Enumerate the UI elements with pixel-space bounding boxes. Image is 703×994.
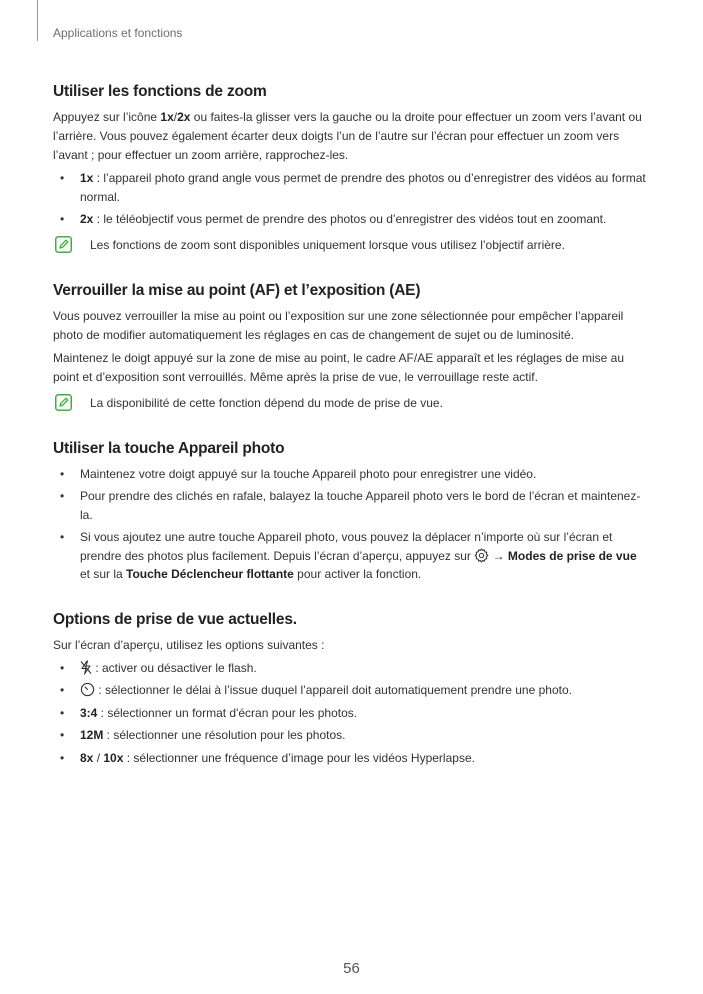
list-item: • 12M : sélectionner une résolution pour les photos. [60, 728, 346, 742]
bullet-list [53, 169, 648, 229]
list-item: • 3:4 : sélectionner un format d'écran pour les photos. [60, 705, 358, 720]
section-title: Options de prise de vue actuelles. [53, 610, 297, 628]
list-item: • : activer ou désactiver le flash. [60, 660, 257, 675]
section-options [53, 611, 648, 768]
list-item: • Pour prendre des clichés en rafale, balayez la touche Appareil photo vers le bord de l’écran et maintenez-la. [60, 489, 641, 522]
section-af-ae [53, 282, 648, 413]
list-item: • : sélectionner le délai à l’issue duquel l’appareil doit automatiquement prendre une photo. [60, 683, 572, 697]
bullet-list [53, 659, 648, 768]
list-item: • Maintenez votre doigt appuyé sur la touche Appareil photo pour enregistrer une vidéo. [60, 466, 537, 481]
timer-icon [80, 682, 95, 697]
running-header: Applications et fonctions [53, 26, 183, 40]
section-title: Verrouiller la mise au point (AF) et l’exposition (AE) [53, 281, 421, 299]
note: La disponibilité de cette fonction dépend du mode de prise de vue. [53, 394, 648, 413]
page-number: 56 [343, 960, 360, 977]
list-item: • 1x : l’appareil photo grand angle vous permet de prendre des photos ou d’enregistrer des vidéos au format normal. [60, 171, 646, 204]
section-title: Utiliser les fonctions de zoom [53, 83, 267, 100]
note-pencil-icon [55, 236, 72, 253]
section-camera-button [53, 440, 648, 584]
list-item: • Si vous ajoutez une autre touche Appareil photo, vous pouvez la déplacer n’importe où sur l’écran et prendre des photos plus facilement. Depuis l’écran d’aperçu, appuyez sur → Modes de prise de vue et sur la Touche Déclencheur flottante pour activer la fonction. [60, 530, 637, 581]
section-title: Utiliser la touche Appareil photo [53, 439, 285, 457]
paragraph: Appuyez sur l’icône 1x/2x ou faites-la glisser vers la gauche ou la droite pour effectuer un zoom vers l’avant ou l’arrière. Vous pouvez également écarter deux doigts l’un de l’autre sur l’écran pour effectuer un zoom vers l’avant ; pour effectuer un zoom arrière, rapprochez-les. [53, 110, 642, 162]
paragraph: Sur l’écran d’aperçu, utilisez les options suivantes : [53, 637, 325, 652]
margin-rule [37, 0, 38, 41]
list-item: • 2x : le téléobjectif vous permet de prendre des photos ou d’enregistrer des vidéos tout en zoomant. [60, 212, 607, 226]
paragraph: Maintenez le doigt appuyé sur la zone de mise au point, le cadre AF/AE apparaît et les réglages de mise au point et d’exposition sont verrouillés. Même après la prise de vue, le verrouillage reste actif. [53, 350, 625, 384]
paragraph: Vous pouvez verrouiller la mise au point ou l’exposition sur une zone sélectionnée pour empêcher l’appareil photo de modifier automatiquement les réglages en cas de changement de sujet ou de luminosité. [53, 308, 624, 342]
list-item: • 8x / 10x : sélectionner une fréquence d’image pour les vidéos Hyperlapse. [60, 750, 475, 765]
page-content [53, 83, 648, 771]
note: Les fonctions de zoom sont disponibles uniquement lorsque vous utilisez l’objectif arrière. [53, 236, 648, 255]
settings-gear-icon [474, 548, 489, 563]
flash-icon [80, 660, 92, 675]
bullet-list [53, 465, 648, 584]
note-pencil-icon [55, 394, 72, 411]
section-zoom [53, 83, 648, 255]
